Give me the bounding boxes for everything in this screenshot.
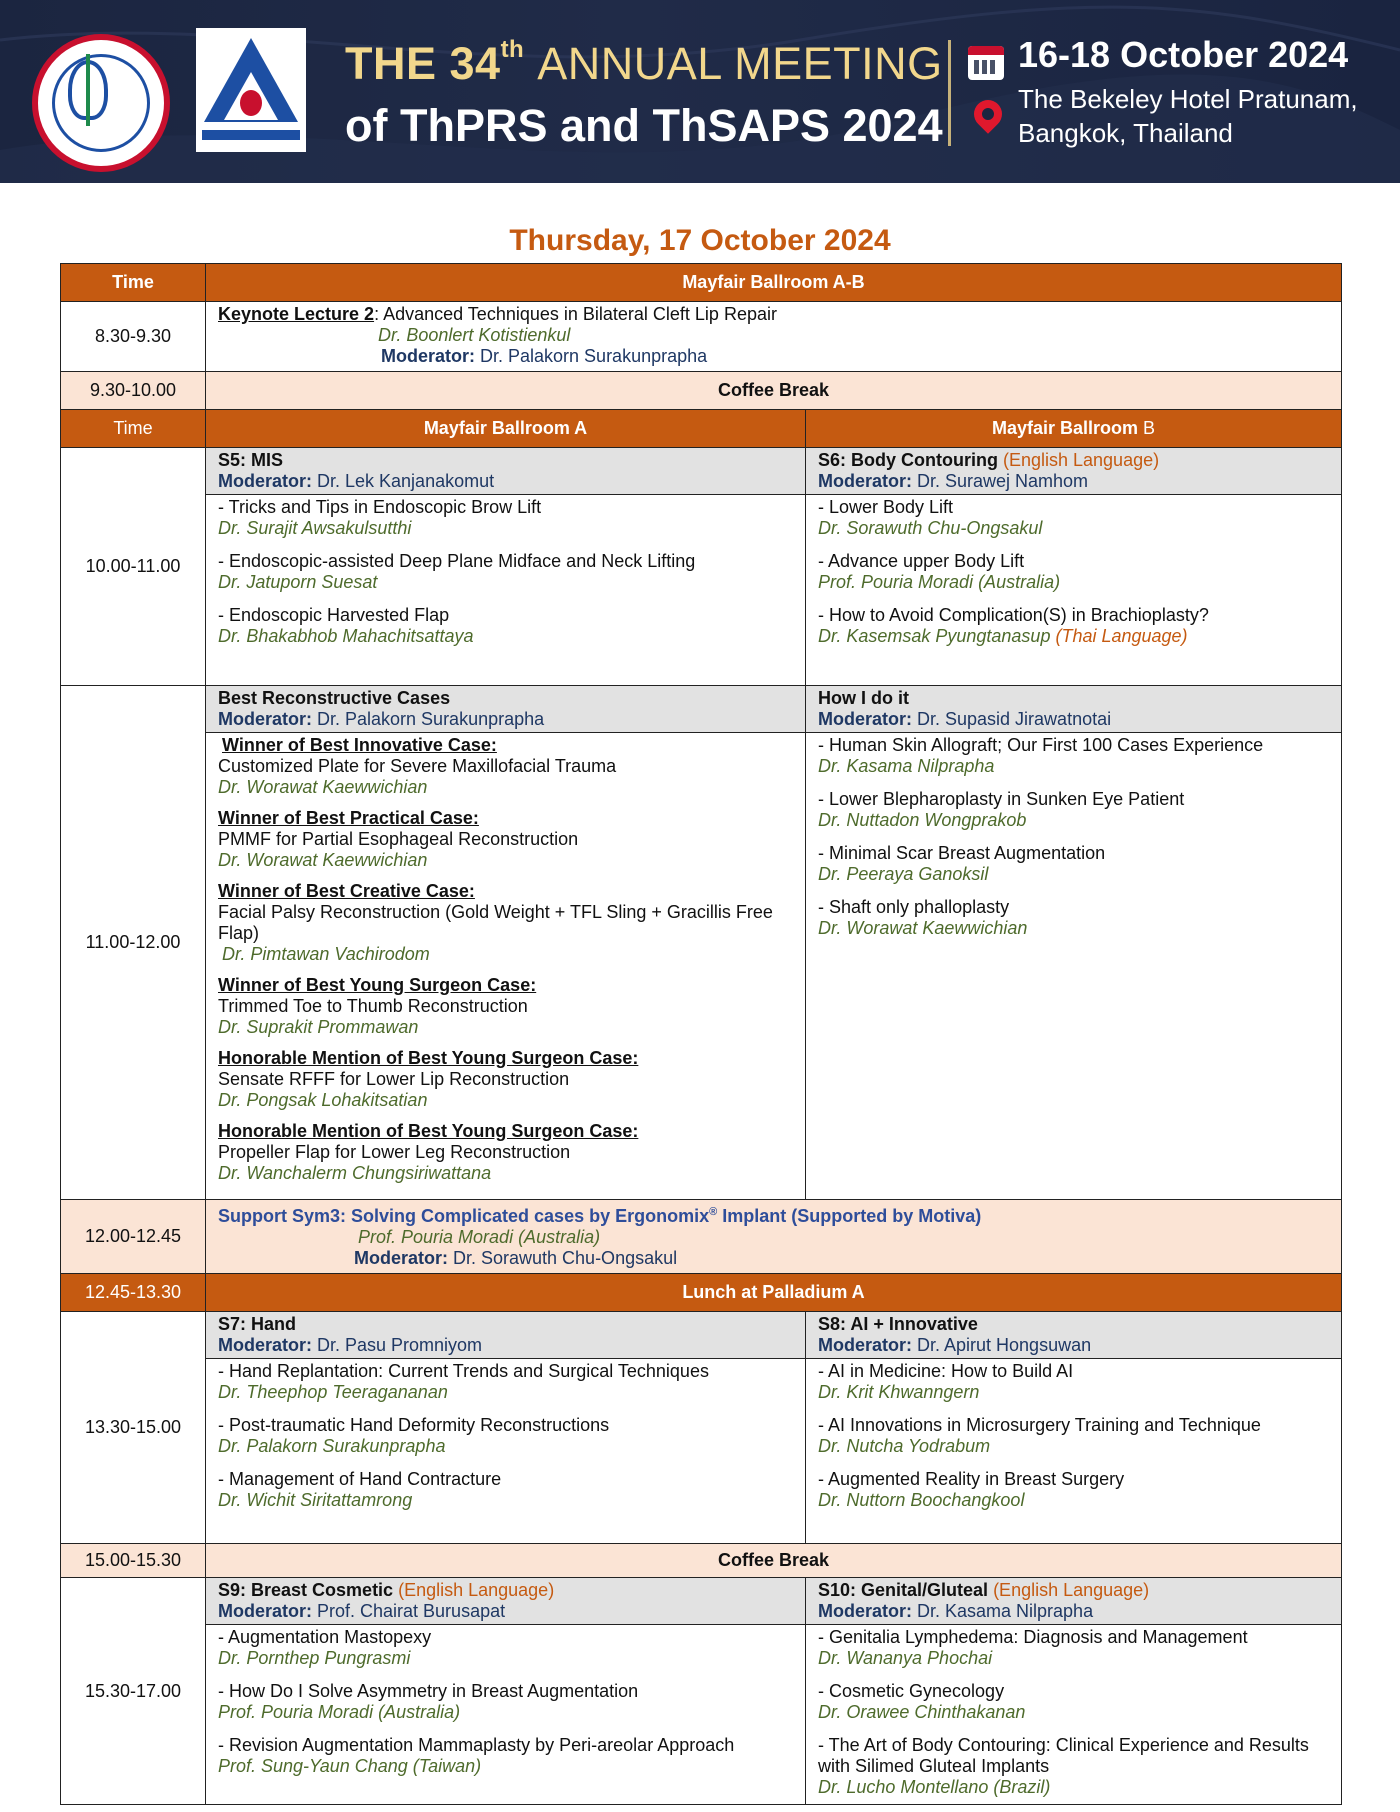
keynote-moderator: Dr. Palakorn Surakunprapha <box>475 346 708 366</box>
symposium-cell: Support Sym3: Solving Complicated cases by Ergonomix® Implant (Supported by Motiva) Prof. Pouria Moradi (Australia) Moderator: Dr. Sorawuth Chu-Ongsakul <box>206 1200 1342 1274</box>
talk-speaker: Dr. Jatuporn Suesat <box>218 572 378 592</box>
talk-speaker: Dr. Nuttorn Boochangkool <box>818 1490 1025 1510</box>
event-venue: The Bekeley Hotel Pratunam, Bangkok, Thailand <box>1018 84 1358 148</box>
talk-title: - Hand Replantation: Current Trends and Surgical Techniques <box>218 1361 709 1381</box>
session-best-reconstructive: Best Reconstructive Cases Moderator: Dr. Palakorn Surakunprapha Winner of Best Innovative Case: Customized Plate for Severe Maxillofacial Trauma Dr. Worawat Kaewwichian Winner of Best Practical Case: PMMF for Partial Esophageal Reconstruction Dr. Worawat Kaewwichian Winner of Best Creative Case: Facial Palsy Reconstruction (Gold Weight + TFL Sling + Gracillis Free Flap) Dr. Pimtawan Vachirodom Winner of Best Young Surgeon Case: Trimmed Toe to Thumb Reconstruction Dr. Suprakit Prommawan Honorable Mention of Best Young Surgeon Case: Sensate RFFF for Lower Lip Reconstruction Dr. Pongsak Lohakitsatian Honorable Mention of Best Young Surgeon Case: Propeller Flap for Lower Leg Reconstruction Dr. Wanchalerm Chungsiriwattana <box>206 686 806 1200</box>
keynote-speaker: Dr. Boonlert Kotistienkul <box>378 325 571 345</box>
table-header-row <box>61 264 1342 302</box>
keynote-row <box>61 302 1342 372</box>
case-title: Propeller Flap for Lower Leg Reconstruction <box>218 1142 571 1162</box>
banner <box>0 0 1400 183</box>
keynote-title: : Advanced Techniques in Bilateral Cleft Lip Repair <box>374 304 777 324</box>
session-s7: S7: Hand Moderator: Dr. Pasu Promniyom - Hand Replantation: Current Trends and Surgical Techniques Dr. Theephop Teeragananan - Post-traumatic Hand Deformity Reconstructions Dr. Palakorn Surakunprapha - Management of Hand Contracture Dr. Wichit Siritattamrong <box>206 1312 806 1544</box>
talk-title: - AI Innovations in Microsurgery Training and Technique <box>818 1415 1261 1435</box>
session-moderator: Dr. Supasid Jirawatnotai <box>912 709 1112 729</box>
case-speaker: Dr. Worawat Kaewwichian <box>218 850 428 870</box>
session-how-i-do-it: How I do it Moderator: Dr. Supasid Jirawatnotai - Human Skin Allograft; Our First 100 Cases Experience Dr. Kasama Nilprapha - Lower Blepharoplasty in Sunken Eye Patient Dr. Nuttadon Wongprakob - Minimal Scar Breast Augmentation Dr. Peeraya Ganoksil - Shaft only phalloplasty Dr. Worawat Kaewwichian <box>806 686 1342 1200</box>
break-row <box>61 372 1342 410</box>
keynote-cell: Keynote Lecture 2: Advanced Techniques in Bilateral Cleft Lip Repair Dr. Boonlert Kotistienkul Moderator: Dr. Palakorn Surakunprapha <box>206 302 1342 372</box>
header-time: Time <box>61 410 206 448</box>
award-label: Winner of Best Young Surgeon Case: <box>218 975 537 995</box>
case-title: Trimmed Toe to Thumb Reconstruction <box>218 996 528 1016</box>
session-s9: S9: Breast Cosmetic (English Language) Moderator: Prof. Chairat Burusapat - Augmentation Mastopexy Dr. Pornthep Pungrasmi - How Do I Solve Asymmetry in Breast Augmentation Prof. Pouria Moradi (Australia) - Revision Augmentation Mammaplasty by Peri-areolar Approach Prof. Sung-Yaun Chang (Taiwan) <box>206 1578 806 1805</box>
symposium-moderator: Dr. Sorawuth Chu-Ongsakul <box>448 1248 678 1268</box>
talk-speaker: Dr. Surajit Awsakulsutthi <box>218 518 412 538</box>
talk-speaker: Prof. Sung-Yaun Chang (Taiwan) <box>218 1756 482 1776</box>
keynote-time: 8.30-9.30 <box>61 302 206 372</box>
header-room-b: Mayfair Ballroom B <box>806 410 1342 448</box>
talk-speaker: Dr. Orawee Chinthakanan <box>818 1702 1026 1722</box>
session-s6: S6: Body Contouring (English Language) Moderator: Dr. Surawej Namhom - Lower Body Lift Dr. Sorawuth Chu-Ongsakul - Advance upper Body Lift Prof. Pouria Moradi (Australia) - How to Avoid Complication(S) in Brachioplasty? Dr. Kasemsak Pyungtanasup (Thai Language) <box>806 448 1342 686</box>
symposium-time: 12.00-12.45 <box>61 1200 206 1274</box>
talk-title: - Human Skin Allograft; Our First 100 Cases Experience <box>818 735 1264 755</box>
thprs-logo <box>32 34 170 172</box>
session-moderator: Dr. Palakorn Surakunprapha <box>312 709 545 729</box>
session-time: 10.00-11.00 <box>61 448 206 686</box>
break-label: Coffee Break <box>206 1544 1342 1578</box>
lunch-label: Lunch at Palladium A <box>206 1274 1342 1312</box>
case-title: Facial Palsy Reconstruction (Gold Weight + TFL Sling + Gracillis Free Flap) <box>218 902 773 943</box>
talk-title: - AI in Medicine: How to Build AI <box>818 1361 1074 1381</box>
day-title: Thursday, 17 October 2024 <box>509 224 891 257</box>
session-time: 11.00-12.00 <box>61 686 206 1200</box>
talk-title: - Lower Blepharoplasty in Sunken Eye Patient <box>818 789 1185 809</box>
talk-speaker: Dr. Worawat Kaewwichian <box>818 918 1028 938</box>
case-title: Customized Plate for Severe Maxillofacial Trauma <box>218 756 617 776</box>
table-header-row-rooms <box>61 410 1342 448</box>
session-moderator: Dr. Pasu Promniyom <box>312 1335 483 1355</box>
session-s5: S5: MIS Moderator: Dr. Lek Kanjanakomut - Tricks and Tips in Endoscopic Brow Lift Dr. Surajit Awsakulsutthi - Endoscopic-assisted Deep Plane Midface and Neck Lifting Dr. Jatuporn Suesat - Endoscopic Harvested Flap Dr. Bhakabhob Mahachitsattaya <box>206 448 806 686</box>
talk-speaker: Prof. Pouria Moradi (Australia) <box>218 1702 461 1722</box>
calendar-icon <box>968 46 1004 80</box>
break-time: 15.00-15.30 <box>61 1544 206 1578</box>
session-row <box>61 1578 1342 1805</box>
session-moderator: Prof. Chairat Burusapat <box>312 1601 506 1621</box>
talk-speaker: Dr. Lucho Montellano (Brazil) <box>818 1777 1051 1797</box>
banner-title-line2: of ThPRS and ThSAPS 2024 <box>345 100 943 151</box>
talk-title: - How to Avoid Complication(S) in Brachioplasty? <box>818 605 1209 625</box>
session-title: S9: Breast Cosmetic <box>218 1580 394 1600</box>
talk-speaker: Dr. Kasama Nilprapha <box>818 756 995 776</box>
case-title: PMMF for Partial Esophageal Reconstruction <box>218 829 579 849</box>
talk-title: - Lower Body Lift <box>818 497 954 517</box>
award-label: Winner of Best Creative Case: <box>218 881 475 901</box>
session-title: S10: Genital/Gluteal <box>818 1580 989 1600</box>
session-moderator: Dr. Apirut Hongsuwan <box>912 1335 1092 1355</box>
talk-speaker: Dr. Palakorn Surakunprapha <box>218 1436 446 1456</box>
talk-title: - Endoscopic-assisted Deep Plane Midface and Neck Lifting <box>218 551 696 571</box>
session-title: S7: Hand <box>218 1314 297 1334</box>
award-label: Honorable Mention of Best Young Surgeon Case: <box>218 1048 639 1068</box>
lunch-time: 12.45-13.30 <box>61 1274 206 1312</box>
language-note: (English Language) <box>393 1580 555 1600</box>
talk-title: - Augmented Reality in Breast Surgery <box>818 1469 1125 1489</box>
banner-divider <box>948 40 951 146</box>
talk-title: - Endoscopic Harvested Flap <box>218 605 450 625</box>
session-row <box>61 686 1342 1200</box>
program-table <box>60 263 1342 1805</box>
talk-title: - Advance upper Body Lift <box>818 551 1025 571</box>
case-speaker: Dr. Pimtawan Vachirodom <box>222 944 430 964</box>
talk-title: - Tricks and Tips in Endoscopic Brow Lift <box>218 497 542 517</box>
award-label: Winner of Best Practical Case: <box>218 808 479 828</box>
session-row <box>61 1312 1342 1544</box>
event-date: 16-18 October 2024 <box>1018 34 1349 75</box>
case-speaker: Dr. Worawat Kaewwichian <box>218 777 428 797</box>
talk-title: - How Do I Solve Asymmetry in Breast Augmentation <box>218 1681 639 1701</box>
award-label: Honorable Mention of Best Young Surgeon Case: <box>218 1121 639 1141</box>
session-row <box>61 448 1342 686</box>
keynote-label: Keynote Lecture 2 <box>218 304 375 324</box>
case-title: Sensate RFFF for Lower Lip Reconstruction <box>218 1069 570 1089</box>
header-time: Time <box>61 264 206 302</box>
session-s8: S8: AI + Innovative Moderator: Dr. Apirut Hongsuwan - AI in Medicine: How to Build AI Dr. Krit Khwanngern - AI Innovations in Microsurgery Training and Technique Dr. Nutcha Yodrabum - Augmented Reality in Breast Surgery Dr. Nuttorn Boochangkool <box>806 1312 1342 1544</box>
talk-title: - Cosmetic Gynecology <box>818 1681 1005 1701</box>
talk-speaker: Dr. Peeraya Ganoksil <box>818 864 989 884</box>
talk-title: - Management of Hand Contracture <box>218 1469 502 1489</box>
talk-title: - The Art of Body Contouring: Clinical Experience and Results with Silimed Gluteal Implants <box>818 1735 1309 1776</box>
session-title: How I do it <box>818 688 909 708</box>
talk-speaker: Prof. Pouria Moradi (Australia) <box>818 572 1061 592</box>
break-label: Coffee Break <box>206 372 1342 410</box>
session-title: S5: MIS <box>218 450 284 470</box>
talk-speaker: Dr. Theephop Teeragananan <box>218 1382 448 1402</box>
symposium-label: Support Sym3: <box>218 1206 347 1226</box>
case-speaker: Dr. Pongsak Lohakitsatian <box>218 1090 428 1110</box>
session-title: S6: Body Contouring <box>818 450 998 470</box>
symposium-row <box>61 1200 1342 1274</box>
talk-speaker: Dr. Wananya Phochai <box>818 1648 993 1668</box>
talk-speaker: Dr. Nuttadon Wongprakob <box>818 810 1027 830</box>
session-time: 13.30-15.00 <box>61 1312 206 1544</box>
symposium-speaker: Prof. Pouria Moradi (Australia) <box>358 1227 601 1247</box>
talk-speaker: Dr. Kasemsak Pyungtanasup <box>818 626 1051 646</box>
talk-title: - Augmentation Mastopexy <box>218 1627 432 1647</box>
case-speaker: Dr. Suprakit Prommawan <box>218 1017 419 1037</box>
talk-title: - Revision Augmentation Mammaplasty by Peri-areolar Approach <box>218 1735 735 1755</box>
talk-title: - Shaft only phalloplasty <box>818 897 1010 917</box>
session-time: 15.30-17.00 <box>61 1578 206 1805</box>
lunch-row <box>61 1274 1342 1312</box>
language-note: (English Language) <box>988 1580 1150 1600</box>
break-row <box>61 1544 1342 1578</box>
break-time: 9.30-10.00 <box>61 372 206 410</box>
session-moderator: Dr. Surawej Namhom <box>912 471 1089 491</box>
talk-speaker: Dr. Sorawuth Chu-Ongsakul <box>818 518 1043 538</box>
talk-title: - Post-traumatic Hand Deformity Reconstructions <box>218 1415 610 1435</box>
thsaps-logo <box>196 28 306 152</box>
case-speaker: Dr. Wanchalerm Chungsiriwattana <box>218 1163 492 1183</box>
talk-title: - Genitalia Lymphedema: Diagnosis and Management <box>818 1627 1248 1647</box>
talk-title: - Minimal Scar Breast Augmentation <box>818 843 1106 863</box>
language-note: (English Language) <box>997 450 1160 470</box>
session-title: Best Reconstructive Cases <box>218 688 451 708</box>
session-moderator: Dr. Lek Kanjanakomut <box>312 471 495 491</box>
session-moderator: Dr. Kasama Nilprapha <box>912 1601 1094 1621</box>
language-note: (Thai Language) <box>1050 626 1188 646</box>
banner-title-line1: THE 34th ANNUAL MEETING <box>345 36 943 89</box>
talk-speaker: Dr. Bhakabhob Mahachitsattaya <box>218 626 474 646</box>
session-title: S8: AI + Innovative <box>818 1314 978 1334</box>
award-label: Winner of Best Innovative Case: <box>222 735 497 755</box>
talk-speaker: Dr. Nutcha Yodrabum <box>818 1436 991 1456</box>
talk-speaker: Dr. Krit Khwanngern <box>818 1382 980 1402</box>
talk-speaker: Dr. Pornthep Pungrasmi <box>218 1648 411 1668</box>
header-room-a: Mayfair Ballroom A <box>206 410 806 448</box>
header-room: Mayfair Ballroom A-B <box>206 264 1342 302</box>
session-s10: S10: Genital/Gluteal (English Language) Moderator: Dr. Kasama Nilprapha - Genitalia Lymphedema: Diagnosis and Management Dr. Wananya Phochai - Cosmetic Gynecology Dr. Orawee Chinthakanan - The Art of Body Contouring: Clinical Experience and Results with Silimed Gluteal Implants Dr. Lucho Montellano (Brazil) <box>806 1578 1342 1805</box>
talk-speaker: Dr. Wichit Siritattamrong <box>218 1490 413 1510</box>
